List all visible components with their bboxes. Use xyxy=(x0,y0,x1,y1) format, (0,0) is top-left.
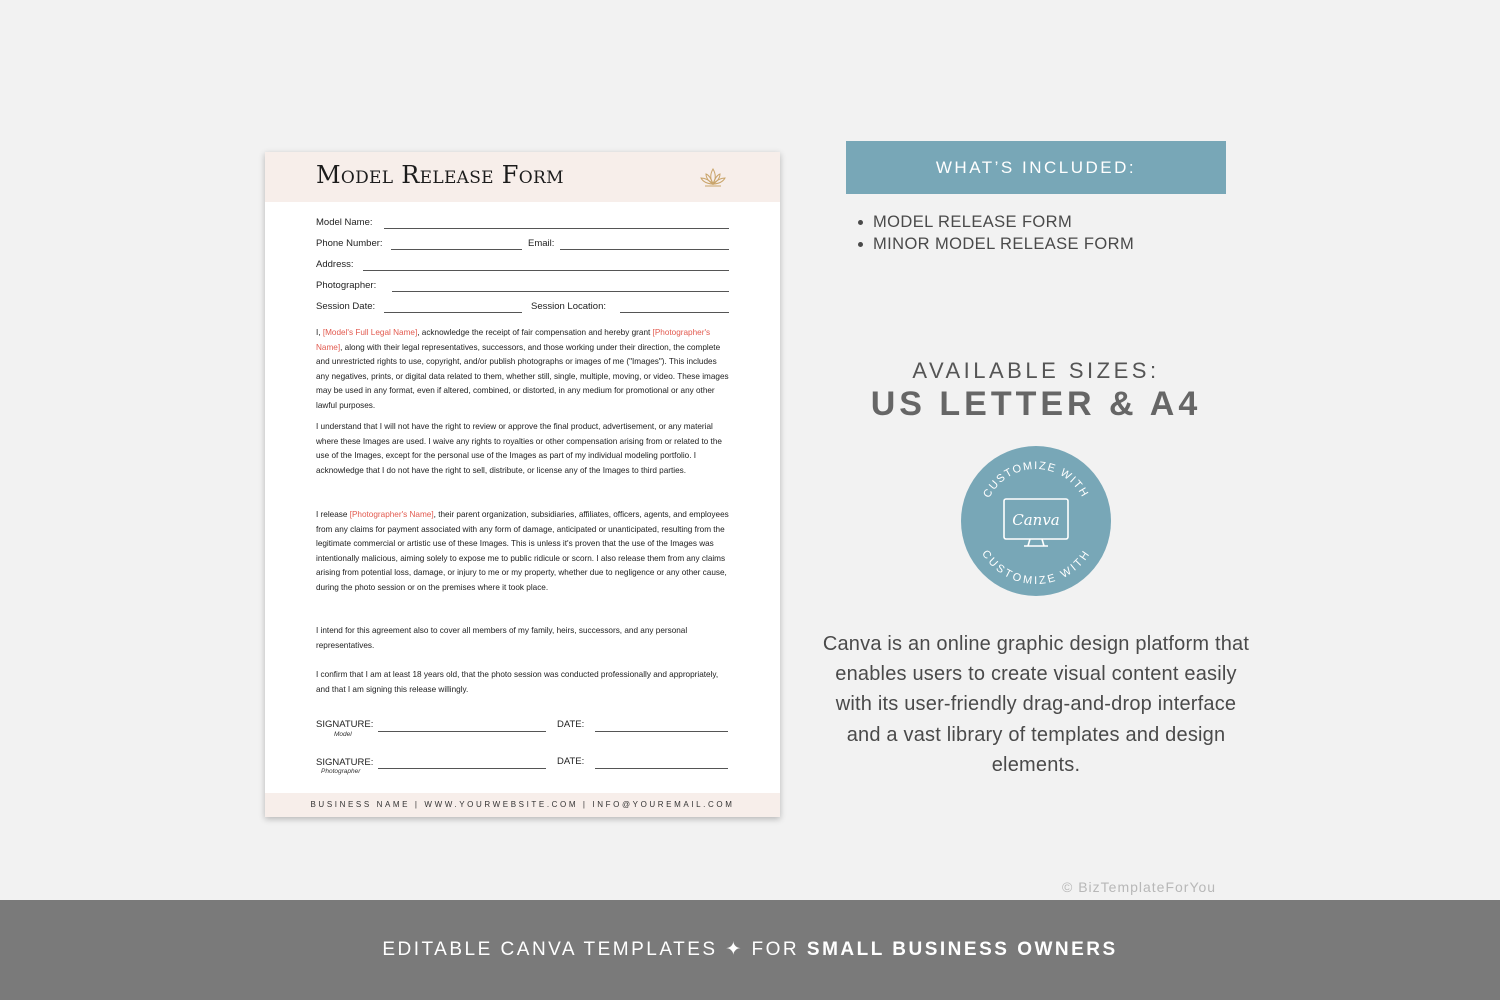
paragraph-family: I intend for this agreement also to cover all members of my family, heirs, successors, and any personal representatives. xyxy=(316,626,688,650)
whats-included-banner: WHAT’S INCLUDED: xyxy=(846,141,1226,194)
address-row xyxy=(316,256,729,277)
photographer-date-line xyxy=(595,768,728,769)
model-name-line xyxy=(384,228,729,229)
canva-logo-text: Canva xyxy=(1012,511,1060,529)
photographer-name-placeholder: [Photographer's Name] xyxy=(316,328,711,352)
session-date-label: Session Date: xyxy=(316,301,376,312)
phone-number-line xyxy=(391,249,522,250)
canva-description: Canva is an online graphic design platform that enables users to create visual content easily with its user-friendly drag-and-drop interface and a vast library of templates and design elements. xyxy=(822,633,1250,776)
model-name-label: Model Name: xyxy=(316,217,373,228)
paragraph-rights: I understand that I will not have the right to review or approve the final product, advertisement, or any material where these Images are used. I waive any rights to royalties or other compensation arising from or related to the use of the Images, except for the personal use of the Images as part of my individual modeling portfolio. I acknowledge that I do not have the right to sell, distribute, or license any of the Images to third parties. xyxy=(316,422,722,475)
p1-end: , along with their legal representatives, successors, and those working under their direction, the complete and unrestricted rights to use, copyright, and/or publish photographs or images of me ("Images"). This includes any negatives, prints, or digital data related to them, whether still, single, multiple, moving, or video. These images may be used in any format, even if altered, combined, or distorted, in any medium for promotional or any other lawful purposes. xyxy=(316,342,729,410)
model-signature-sublabel: Model xyxy=(334,731,352,738)
p1-mid: , acknowledge the receipt of fair compensation and hereby grant xyxy=(417,328,653,337)
address-label: Address: xyxy=(316,259,354,270)
bottom-banner xyxy=(0,900,1500,1000)
document-footer: BUSINESS NAME | WWW.YOURWEBSITE.COM | INFO@YOUREMAIL.COM xyxy=(265,793,780,817)
photographer-label: Photographer: xyxy=(316,280,377,291)
email-line xyxy=(560,249,729,250)
included-list xyxy=(873,211,1134,255)
lotus-icon xyxy=(700,166,726,188)
p3-start: I release xyxy=(316,510,350,519)
paragraph-grant xyxy=(316,326,731,414)
model-name-placeholder: [Model's Full Legal Name] xyxy=(322,328,418,337)
bottom-banner-bold-text: SMALL BUSINESS OWNERS xyxy=(806,939,1118,960)
photographer-signature-sublabel: Photographer xyxy=(321,768,361,775)
email-label: Email: xyxy=(528,238,555,249)
model-date-line xyxy=(595,731,728,732)
available-sizes-label: AVAILABLE SIZES: xyxy=(912,358,1160,383)
photographer-row xyxy=(316,277,729,298)
form-fields xyxy=(316,214,729,319)
badge-top-text: CUSTOMIZE WITH xyxy=(981,459,1091,501)
session-date-line xyxy=(384,312,522,313)
p3-end: , their parent organization, subsidiaries, affiliates, officers, agents, and employees from any claims for payment associated with any form of damage, anticipated or unanticipated, resulting from the legitimate commercial or artistic use of these Images. This is unless it's proven that the use of the Images was intentionally malicious, aiming solely to expose me to public ridicule or scorn. I also release them from any claims arising from potential loss, damage, or injury to me or my property, whether due to negligence or any other cause, during the photo session or on the premises where it took place. xyxy=(316,510,729,592)
list-item: MODEL RELEASE FORM xyxy=(873,211,1134,233)
session-location-label: Session Location: xyxy=(531,301,606,312)
model-signature-line xyxy=(378,731,546,732)
phone-email-row xyxy=(316,235,729,256)
list-item: MINOR MODEL RELEASE FORM xyxy=(873,235,1135,253)
session-row xyxy=(316,298,729,319)
bottom-banner-text: EDITABLE CANVA TEMPLATES ✦ FOR xyxy=(382,939,807,960)
phone-number-label: Phone Number: xyxy=(316,238,383,249)
paragraph-confirm: I confirm that I am at least 18 years old, that the photo session was conducted professionally and appropriately, and that I am signing this release willingly. xyxy=(316,670,719,694)
model-name-row xyxy=(316,214,729,235)
model-signature-label: SIGNATURE: xyxy=(316,719,374,730)
paragraph-release xyxy=(316,508,731,596)
photographer-date-label: DATE: xyxy=(557,756,585,767)
form-document xyxy=(265,152,780,817)
canva-badge xyxy=(960,445,1112,597)
session-location-line xyxy=(620,312,729,313)
copyright-text: © BizTemplateForYou xyxy=(1062,879,1217,895)
address-line xyxy=(363,270,729,271)
photographer-signature-label: SIGNATURE: xyxy=(316,757,374,768)
document-header xyxy=(265,152,780,202)
available-sizes-value: US LETTER & A4 xyxy=(870,385,1202,423)
badge-bottom-text: CUSTOMIZE WITH xyxy=(979,548,1093,588)
photographer-signature-line xyxy=(378,768,546,769)
document-title: Model Release Form xyxy=(316,161,564,189)
photographer-name-placeholder: [Photographer's Name] xyxy=(349,510,434,519)
p1-start: I, xyxy=(316,328,323,337)
photographer-line xyxy=(392,291,729,292)
model-date-label: DATE: xyxy=(557,719,585,730)
